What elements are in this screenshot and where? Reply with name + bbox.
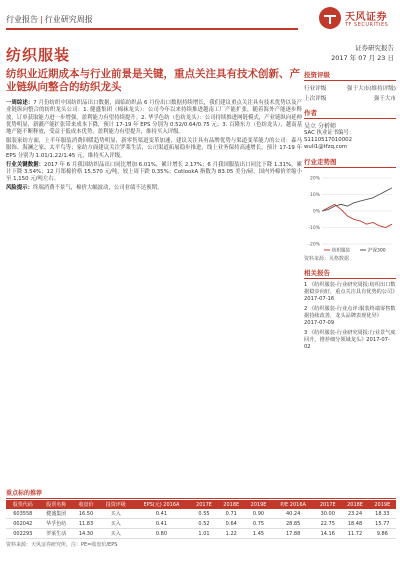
paragraph-summary: 一周综述：7 月份纺织中国纺织品出口数据，面临纺织品 6 月份出口数据持续增长，我们建议重点关注具有技术优势以及产业链纵向整合的纺织龙头公司：1. 健盛集团（棉袜龙头）：公司今年以来持续推进越南工厂产能扩张，随着海外产能逐步释放，订单获取能力进一步增强，盈利能力有望持续提升。2. 华孚色纺（色纺龙头）：公司持续推进网链模式，产业链纵向延伸优势明显，新疆产能扩张带来成本下降，预计 17-19 年 EPS 分别为 0.52/0.64/0.75 元；3. 百隆东方（色纺龙头），越南基地产能不断释放，受益于低成本优势，盈利能力有望提升，维持买入评级。 bbox=[6, 100, 302, 136]
category-secondary: 行业研究周报 bbox=[44, 15, 93, 24]
paragraph-apparel: 服装家纺方面，上半年服装消费回暖趋势明显，新零售渠道变革加速，建议关注具有品牌优势与渠道变革能力的公司：森马服饰、海澜之家、太平鸟等；家纺方面建议关注罗莱生活，公司渠道拓展稳步推进，线上业务保持高速增长，预计 17-19 年 EPS 分别为 1.01/1.22/1.45 元，维持买入评级。 bbox=[6, 138, 302, 159]
table-cell: 18.48 bbox=[341, 519, 368, 529]
paragraph-risk: 风险提示：终端消费不景气，棉价大幅波动，公司业绩不达预期。 bbox=[6, 185, 163, 192]
analyst-email[interactable]: wuli1@tfzq.com bbox=[304, 144, 348, 150]
paragraph-data: 行业关键数据：2017 年 6 月我国纺织品出口同比增加 6.01%，累计增长 2.17%；6 月我国服装出口同比下降 1.31%，累计下降 3.54%；12 月郑棉价格 15,570 元/吨，较上周下跌 0.35%；CotlookA 指数为 83.05 美分/磅，国内外棉价差缩小至 1,150 元/吨左右。 bbox=[6, 161, 302, 183]
rating-header: 投资评级 bbox=[304, 70, 396, 81]
related-item[interactable]: 3 《纺织服装-行业研究周报:行业景气度回升，推荐细分领域龙头》2017-07-02 bbox=[304, 330, 396, 350]
table-header-cell: 股票名称 bbox=[40, 500, 74, 509]
main-body bbox=[6, 100, 302, 194]
table-header-cell: 2019E bbox=[369, 500, 396, 509]
analyst-header: 作者 bbox=[304, 108, 396, 119]
table-cell: 14.16 bbox=[314, 529, 341, 539]
table-row bbox=[6, 529, 396, 539]
table-cell: 0.90 bbox=[245, 509, 272, 519]
chart-y-tick: 0% bbox=[312, 209, 320, 215]
table-header-cell: EPS(元) 2016A bbox=[133, 500, 191, 509]
industry-title: 纺织服装 bbox=[6, 46, 71, 64]
logo-text-en: TF SECURITIES bbox=[345, 22, 389, 28]
table-cell: 23.24 bbox=[341, 509, 368, 519]
analyst-cert: SAC 执业证书编号：S1110517010002 bbox=[304, 130, 355, 143]
related-header: 相关报告 bbox=[304, 268, 396, 279]
table-cell: 17.88 bbox=[272, 529, 314, 539]
table-cell: 买入 bbox=[99, 519, 133, 529]
table-header-cell: 投资评级 bbox=[99, 500, 133, 509]
category-primary: 行业报告 bbox=[6, 15, 38, 24]
table-header-cell: 股票代码 bbox=[6, 500, 40, 509]
table-cell: 9.86 bbox=[369, 529, 396, 539]
table-cell: 22.75 bbox=[314, 519, 341, 529]
chart-series-line bbox=[322, 188, 392, 211]
table-cell: 买入 bbox=[99, 509, 133, 519]
table-row bbox=[6, 509, 396, 519]
chart-series-line bbox=[322, 204, 392, 227]
company-logo bbox=[318, 4, 394, 34]
chart-header: 行业走势图 bbox=[304, 157, 396, 168]
table-cell: 15.77 bbox=[369, 519, 396, 529]
table-cell: 健盛集团 bbox=[40, 509, 74, 519]
stock-table bbox=[6, 500, 396, 539]
logo-mark-icon bbox=[318, 6, 342, 30]
report-type: 证券研究报告 bbox=[355, 44, 394, 52]
table-cell: 11.72 bbox=[341, 529, 368, 539]
table-header-cell: 2017E bbox=[190, 500, 217, 509]
analyst-name: 吴立 bbox=[304, 123, 317, 130]
table-cell: 603558 bbox=[6, 509, 40, 519]
table-cell: 11.83 bbox=[73, 519, 99, 529]
trend-chart-svg bbox=[304, 172, 396, 254]
table-cell: 0.75 bbox=[245, 519, 272, 529]
table-cell: 18.33 bbox=[369, 509, 396, 519]
table-header-cell: 2019E bbox=[245, 500, 272, 509]
table-cell: 1.45 bbox=[245, 529, 272, 539]
sidebar bbox=[304, 64, 396, 351]
chart-caption: 资料来源：贝格数据 bbox=[304, 256, 350, 262]
chart-legend-label: 沪深300 bbox=[368, 248, 386, 254]
table-cell: 0.64 bbox=[218, 519, 245, 529]
table-cell: 0.52 bbox=[190, 519, 217, 529]
table-header-cell: 2018E bbox=[218, 500, 245, 509]
table-cell: 14.30 bbox=[73, 529, 99, 539]
table-cell: 0.41 bbox=[133, 509, 191, 519]
header-divider bbox=[6, 28, 298, 30]
table-cell: 0.80 bbox=[133, 529, 191, 539]
logo-text-cn: 天风证券 bbox=[345, 12, 387, 23]
chart-legend-label: 纺织服装 bbox=[332, 248, 350, 254]
top-header bbox=[0, 0, 400, 38]
table-cell: 0.41 bbox=[133, 519, 191, 529]
recommendation-table bbox=[6, 488, 396, 548]
table-title: 重点标的推荐 bbox=[6, 488, 396, 499]
table-header-row bbox=[6, 500, 396, 509]
prev-rating-row: 上次评级 强于大市 bbox=[304, 96, 396, 102]
table-cell: 1.01 bbox=[190, 529, 217, 539]
table-cell: 0.55 bbox=[190, 509, 217, 519]
table-body bbox=[6, 509, 396, 539]
table-row bbox=[6, 519, 396, 529]
related-item[interactable]: 2 《纺织服装-行业点评:服装终端零售数据持续改善，龙头品牌表现优异》2017-07-09 bbox=[304, 306, 396, 326]
report-category: 行业报告 | 行业研究周报 bbox=[6, 15, 93, 24]
table-cell: 华孚色纺 bbox=[40, 519, 74, 529]
rating-row: 行业评级 强于大市(维持评级) bbox=[304, 85, 396, 92]
table-cell: 002042 bbox=[6, 519, 40, 529]
table-header-cell: 收盘价 bbox=[73, 500, 99, 509]
table-header-cell: 2018E bbox=[341, 500, 368, 509]
table-cell: 002293 bbox=[6, 529, 40, 539]
chart-y-tick: -20% bbox=[308, 242, 320, 248]
table-cell: 40.24 bbox=[272, 509, 314, 519]
table-cell: 1.22 bbox=[218, 529, 245, 539]
related-item[interactable]: 1 《纺织服装-行业研究周报:纺织出口数据稳步向好，重点关注具有优势的公司》2017-07-16 bbox=[304, 282, 396, 302]
analyst-role: 分析师 bbox=[317, 123, 336, 130]
table-cell: 16.50 bbox=[73, 509, 99, 519]
table-cell: 买入 bbox=[99, 529, 133, 539]
report-date: 2017 年 07 月 23 日 bbox=[331, 54, 394, 62]
table-cell: 30.00 bbox=[314, 509, 341, 519]
table-header-cell: P/E 2016A bbox=[272, 500, 314, 509]
table-cell: 0.71 bbox=[218, 509, 245, 519]
table-cell: 罗莱生活 bbox=[40, 529, 74, 539]
analyst-info bbox=[304, 123, 396, 151]
trend-chart bbox=[304, 172, 396, 254]
chart-y-tick: 20% bbox=[309, 176, 320, 182]
table-header-cell: 2017E bbox=[314, 500, 341, 509]
table-note: 资料来源：天风证券研究所，注：PE=收盘价/EPS bbox=[6, 542, 118, 548]
chart-y-tick: -10% bbox=[308, 226, 320, 231]
report-headline: 纺织业近期成本与行业前景是关键，重点关注具有技术创新、产业链纵向整合的纺织龙头 bbox=[6, 68, 300, 93]
table-cell: 28.85 bbox=[272, 519, 314, 529]
chart-y-tick: 10% bbox=[309, 193, 320, 198]
